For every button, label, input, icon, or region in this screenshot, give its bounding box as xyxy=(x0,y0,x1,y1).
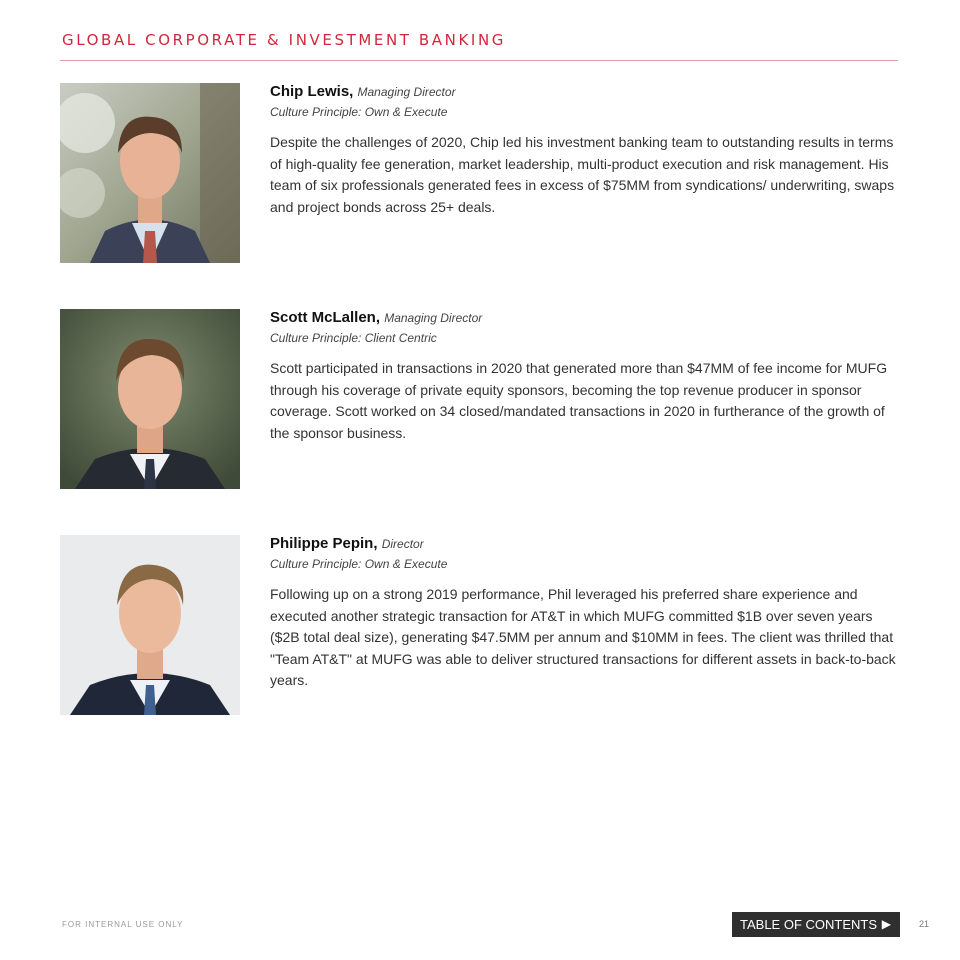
culture-principle: Culture Principle: Own & Execute xyxy=(270,105,448,119)
page-number: 21 xyxy=(919,919,930,929)
bio-text: Scott participated in transactions in 2020 that generated more than $47MM of fee income for MUFG through his coverage of private equity sponsors, becoming the top revenue producer in sponsor coverage. Scott worked on 34 closed/mandated transactions in 2020 in furtherance of the growth of the sponsor business. xyxy=(270,360,888,441)
headshot-photo xyxy=(60,535,240,715)
play-arrow-icon: ▶ xyxy=(881,917,891,931)
section-title: GLOBAL CORPORATE & INVESTMENT BANKING xyxy=(62,31,506,49)
headshot-photo xyxy=(60,83,240,263)
headshot-photo xyxy=(60,309,240,489)
toc-button-label: TABLE OF CONTENTS xyxy=(740,917,877,932)
person-title: Managing Director xyxy=(357,85,456,99)
culture-principle: Culture Principle: Client Centric xyxy=(270,331,437,345)
culture-principle: Culture Principle: Own & Execute xyxy=(270,557,448,571)
person-name: Philippe Pepin, xyxy=(270,535,378,552)
table-of-contents-button[interactable] xyxy=(732,912,900,937)
person-name: Scott McLallen, xyxy=(270,309,381,326)
person-title: Managing Director xyxy=(384,311,483,325)
internal-use-notice: FOR INTERNAL USE ONLY xyxy=(62,920,184,929)
title-divider xyxy=(60,60,898,61)
person-name: Chip Lewis, xyxy=(270,83,354,100)
person-title: Director xyxy=(381,537,424,551)
bio-text: Despite the challenges of 2020, Chip led his investment banking team to outstanding results in terms of high-quality fee generation, market leadership, multi-product execution and risk management. His team of six professionals generated fees in excess of $75MM from syndications/ underwriting, swaps and project bonds across 25+ deals. xyxy=(270,134,895,215)
bio-text: Following up on a strong 2019 performance, Phil leveraged his preferred share experience and executed another strategic transaction for AT&T in which MUFG committed $1B over seven years ($2B total deal size), generating $47.5MM per annum and $10MM in fees. The client was thrilled that "Team AT&T" at MUFG was able to deliver structured transactions for different assets in back-to-back years. xyxy=(270,586,896,688)
